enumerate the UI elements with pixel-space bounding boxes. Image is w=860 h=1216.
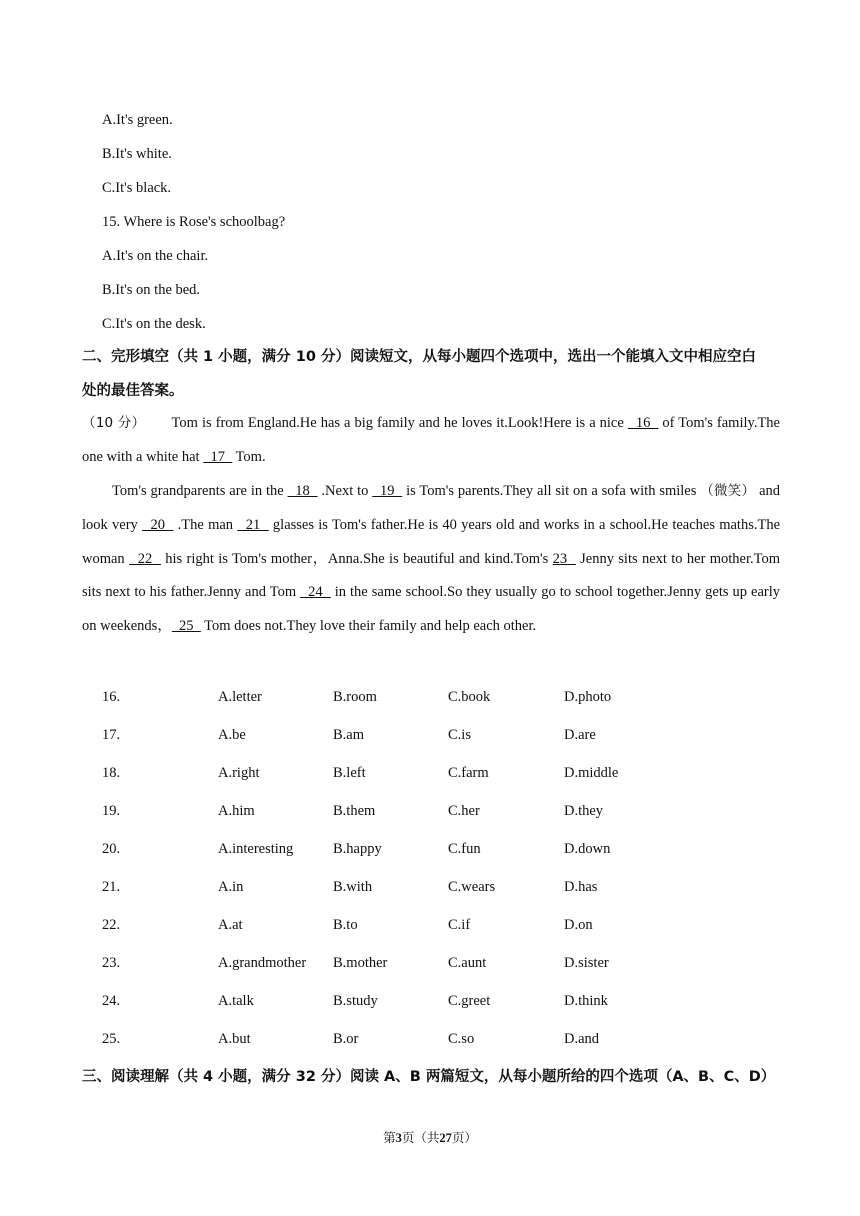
choice-a: A.but xyxy=(218,1031,251,1047)
blank-16: 16 xyxy=(627,415,659,431)
choice-d: D.sister xyxy=(564,955,609,971)
cloze-passage-paragraph-2 xyxy=(82,475,780,644)
choice-number: 24. xyxy=(102,993,121,1009)
passage-text: Tom does not.They love their family and help each other. xyxy=(200,618,537,635)
blank-20: 20 xyxy=(142,516,174,533)
blank-19: 19 xyxy=(372,483,403,499)
choice-c: C.wears xyxy=(448,879,496,895)
choice-b: B.room xyxy=(333,689,377,705)
passage-text: is Tom's parents.They all sit on a sofa with smiles xyxy=(402,483,701,499)
passage-text: Jenny sits next to her mother.Tom sits next to his father.Jenny and Tom xyxy=(82,550,781,601)
blank-18: 18 xyxy=(287,483,318,499)
choice-b: B.to xyxy=(333,917,358,933)
choice-c: C.fun xyxy=(448,841,481,857)
blank-25: 25 xyxy=(171,618,201,635)
choice-d: D.think xyxy=(564,993,608,1009)
passage-text: Tom's grandparents are in the xyxy=(112,483,288,499)
choice-c: C.greet xyxy=(448,993,491,1009)
choice-d: D.middle xyxy=(564,765,619,781)
choice-a: A.at xyxy=(218,917,243,933)
passage-text: Tom is from England.He has a big family and he loves it.Look!Here is a nice xyxy=(171,415,628,431)
choice-c: C.farm xyxy=(448,765,489,781)
choice-number: 25. xyxy=(102,1031,121,1047)
choice-b: B.or xyxy=(333,1031,359,1047)
choice-number: 18. xyxy=(102,765,121,781)
q14-option-b: B.It's white. xyxy=(102,146,172,162)
choice-d: D.down xyxy=(564,841,611,857)
passage-gloss: （微笑） xyxy=(700,483,756,499)
passage-text: in the same school.So they usually go to school together.Jenny gets up early on weekends， xyxy=(82,584,781,635)
score-label: （10 分） xyxy=(82,415,146,431)
blank-23: 23 xyxy=(552,550,576,567)
passage-text: Tom. xyxy=(232,448,266,465)
choice-c: C.so xyxy=(448,1031,475,1047)
footer-text: 页） xyxy=(451,1131,477,1145)
q15-option-c: C.It's on the desk. xyxy=(102,316,206,332)
choice-b: B.with xyxy=(333,879,373,895)
blank-17: 17 xyxy=(203,448,233,465)
blank-21: 21 xyxy=(237,516,269,533)
q15-option-a: A.It's on the chair. xyxy=(102,248,209,264)
choice-b: B.left xyxy=(333,765,366,781)
choice-c: C.book xyxy=(448,689,491,705)
choice-b: B.happy xyxy=(333,841,382,857)
page-footer xyxy=(0,1128,860,1146)
choice-a: A.be xyxy=(218,727,246,743)
choice-c: C.her xyxy=(448,803,480,819)
q15-option-b: B.It's on the bed. xyxy=(102,282,201,298)
passage-text: .The man xyxy=(173,516,238,533)
choice-a: A.letter xyxy=(218,689,262,705)
choice-d: D.has xyxy=(564,879,598,895)
choice-number: 21. xyxy=(102,879,121,895)
choice-c: C.if xyxy=(448,917,471,933)
section2-heading-line2: 处的最佳答案。 xyxy=(82,383,184,399)
choice-number: 20. xyxy=(102,841,121,857)
choice-a: A.him xyxy=(218,803,255,819)
choice-number: 23. xyxy=(102,955,121,971)
footer-text: 第 xyxy=(383,1131,396,1145)
q14-option-a: A.It's green. xyxy=(102,112,173,128)
passage-text: of Tom's family.The one with a white hat xyxy=(82,415,780,465)
choice-number: 19. xyxy=(102,803,121,819)
choice-b: B.mother xyxy=(333,955,388,971)
blank-22: 22 xyxy=(129,550,161,567)
choice-d: D.and xyxy=(564,1031,600,1047)
choice-a: A.interesting xyxy=(218,841,294,857)
passage-text: and look very xyxy=(82,483,781,533)
choice-a: A.grandmother xyxy=(218,955,307,971)
choice-d: D.they xyxy=(564,803,604,819)
passage-text: his right is Tom's mother，Anna.She is beautiful and kind.Tom's xyxy=(160,550,553,567)
choice-a: A.right xyxy=(218,765,260,781)
choice-b: B.am xyxy=(333,727,365,743)
choice-a: A.in xyxy=(218,879,244,895)
choice-d: D.on xyxy=(564,917,593,933)
passage-text: .Next to xyxy=(317,483,373,499)
choice-number: 16. xyxy=(102,689,121,705)
choice-c: C.aunt xyxy=(448,955,487,971)
choice-b: B.study xyxy=(333,993,378,1009)
choice-number: 17. xyxy=(102,727,121,743)
choice-c: C.is xyxy=(448,727,471,743)
blank-24: 24 xyxy=(300,584,331,601)
footer-text: 页（共 xyxy=(401,1131,440,1145)
passage-text: glasses is Tom's father.He is 40 years old and works in a school.He teaches maths.The woman xyxy=(82,516,781,567)
q14-option-c: C.It's black. xyxy=(102,180,172,196)
choice-d: D.are xyxy=(564,727,596,743)
footer-total-pages: 27 xyxy=(439,1131,452,1145)
section3-heading: 三、阅读理解（共 4 小题，满分 32 分）阅读 A、B 两篇短文，从每小题所给的四个选项（A、B、C、D） xyxy=(82,1069,776,1085)
q15-question: 15. Where is Rose's schoolbag? xyxy=(102,214,286,230)
choice-b: B.them xyxy=(333,803,376,819)
section2-heading-line1: 二、完形填空（共 1 小题，满分 10 分）阅读短文，从每小题四个选项中，选出一个能填入文中相应空白 xyxy=(82,349,756,365)
choice-d: D.photo xyxy=(564,689,612,705)
cloze-passage-paragraph-1 xyxy=(82,407,780,475)
choice-a: A.talk xyxy=(218,993,254,1009)
footer-page-number: 3 xyxy=(395,1131,402,1145)
choice-number: 22. xyxy=(102,917,121,933)
